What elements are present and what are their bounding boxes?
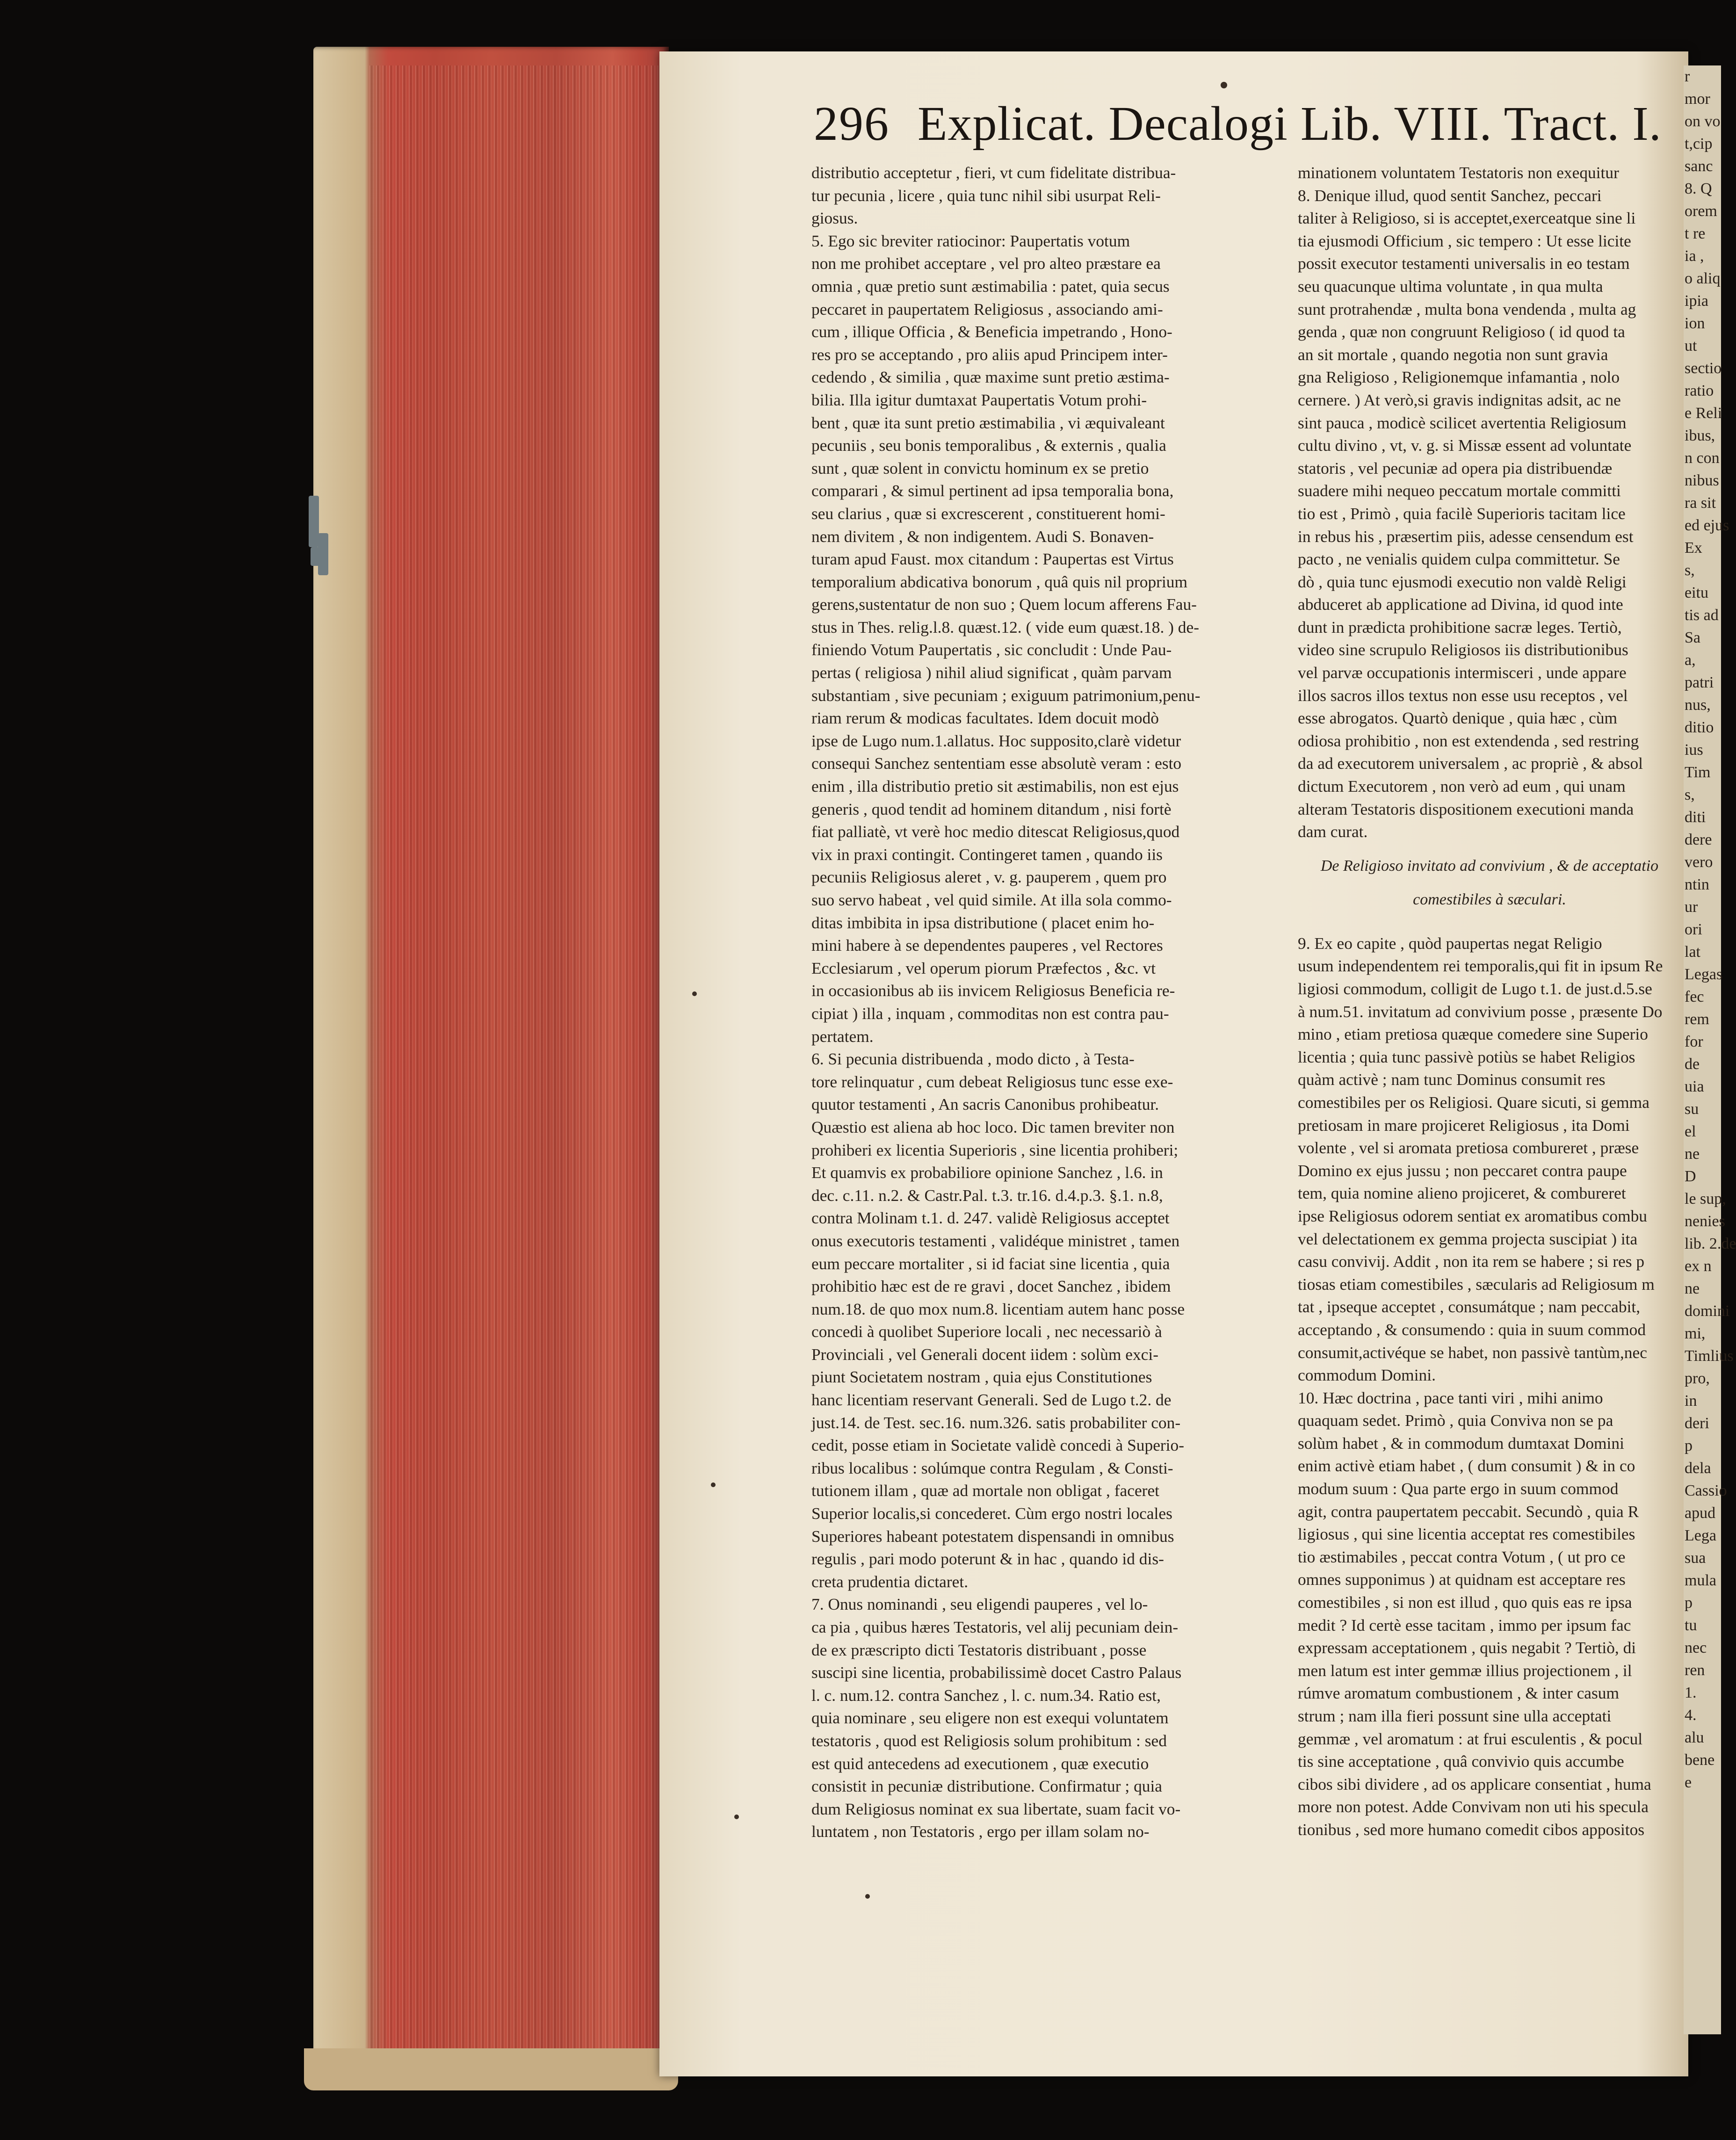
text-line: esse abrogatos. Quartò denique , quia hæc , cùm: [1298, 709, 1618, 728]
facing-page-fragment: r: [1685, 68, 1690, 85]
facing-page-fragment: Legas: [1685, 966, 1723, 983]
facing-page-fragment: Lega: [1685, 1527, 1716, 1544]
facing-page-fragment: t,cip: [1685, 135, 1713, 152]
page-number: 296: [814, 97, 890, 151]
facing-page-fragment: n con: [1685, 449, 1720, 467]
text-line: luntatem , non Testatoris , ergo per illam solam no-: [811, 1822, 1150, 1841]
text-line: 7. Onus nominandi , seu eligendi pauperes , vel lo-: [811, 1595, 1148, 1614]
facing-page-fragment: ren: [1685, 1662, 1705, 1679]
text-line: gerens,sustentatur de non suo ; Quem locum afferens Fau-: [811, 595, 1197, 614]
text-line: dictum Executorem , non verò ad eum , qui unam: [1298, 777, 1626, 796]
facing-page-fragment: for: [1685, 1033, 1703, 1050]
ink-spot: [711, 1482, 716, 1487]
facing-page-fragment: Tim: [1685, 764, 1711, 781]
facing-page-fragment: ori: [1685, 921, 1702, 938]
text-line: consistit in pecuniæ distributione. Confirmatur ; quia: [811, 1777, 1162, 1796]
text-line: eum peccare mortaliter , si id faciat sine licentia , quia: [811, 1254, 1170, 1273]
paragraph-gap: [1298, 921, 1681, 932]
text-line: distributio acceptetur , fieri, vt cum fidelitate distribua-: [811, 163, 1176, 182]
text-line: casu convivij. Addit , non ita rem se habere ; si res p: [1298, 1252, 1645, 1271]
text-line: men latum est inter gemmæ illius projectionem , il: [1298, 1661, 1632, 1680]
text-line: Et quamvis ex probabiliore opinione Sanchez , l.6. in: [811, 1163, 1163, 1182]
facing-page-fragment: mula: [1685, 1572, 1716, 1589]
text-line: cum , illique Officia , & Beneficia impetrando , Hono-: [811, 322, 1172, 341]
facing-page-fragment: ne: [1685, 1145, 1700, 1163]
text-line: pertatem.: [811, 1027, 874, 1046]
facing-page-fragment: ratio: [1685, 382, 1714, 399]
ink-spot: [734, 1815, 739, 1819]
text-line: hanc licentiam reservant Generali. Sed de Lugo t.2. de: [811, 1390, 1172, 1410]
facing-page-fragment: 1.: [1685, 1684, 1697, 1701]
facing-page-fragment: o aliq: [1685, 270, 1721, 287]
text-line: creta prudentia dictaret.: [811, 1572, 969, 1591]
text-line: cultu divino , vt, v. g. si Missæ essent ad voluntate: [1298, 436, 1632, 455]
text-line: solùm habet , & in commodum dumtaxat Domini: [1298, 1433, 1624, 1453]
text-line: suo servo habeat , vel quid simile. At illa sola commo-: [811, 890, 1172, 909]
text-line: in occasionibus ab iis invicem Religiosus Beneficia re-: [811, 981, 1175, 1000]
facing-page-fragment: le sup,: [1685, 1190, 1726, 1207]
text-line: usum independentem rei temporalis,qui fit in ipsum Re: [1298, 956, 1663, 976]
text-line: strum ; nam illa fieri possunt sine ulla acceptati: [1298, 1706, 1612, 1725]
facing-page-fragment: Sa: [1685, 629, 1700, 646]
facing-page-fragment: s,: [1685, 786, 1695, 803]
text-line: in rebus his , præsertim piis, adesse censendum est: [1298, 527, 1634, 546]
text-line: substantiam , sive pecuniam ; exiguum patrimonium,penu-: [811, 686, 1201, 705]
text-line: medit ? Id certè esse tacitam , immo per ipsum fac: [1298, 1615, 1631, 1634]
facing-page-fragment: tu: [1685, 1617, 1697, 1634]
facing-page-fragment: pro,: [1685, 1370, 1710, 1387]
facing-page-fragment: rem: [1685, 1011, 1709, 1028]
facing-page-fragment: eitu: [1685, 584, 1708, 601]
text-line: tur pecunia , licere , quia tunc nihil sibi usurpat Reli-: [811, 186, 1161, 205]
text-line: turam apud Faust. mox citandum : Paupertas est Virtus: [811, 549, 1174, 569]
facing-page-fragment: ur: [1685, 898, 1698, 916]
facing-page-fragment: sua: [1685, 1549, 1706, 1567]
facing-page-fragment: on vo: [1685, 113, 1721, 130]
facing-page-fragment: nus,: [1685, 696, 1711, 714]
facing-page-fragment: de: [1685, 1056, 1700, 1073]
text-line: stus in Thes. relig.l.8. quæst.12. ( vide eum quæst.18. ) de-: [811, 617, 1200, 636]
text-line: quia nominare , seu eligere non est exequi voluntatem: [811, 1708, 1169, 1728]
left-text-column: [811, 161, 1274, 1843]
text-line: pecuniis Religiosus aleret , v. g. pauperem , quem pro: [811, 868, 1167, 887]
clasp-icon: [309, 496, 319, 547]
text-line: quutor testamenti , An sacris Canonibus prohibeatur.: [811, 1095, 1159, 1114]
text-line: enim , illa distributio pretio sit æstimabilis, non est ejus: [811, 777, 1179, 796]
text-line: suscipi sine licentia, probabilissimè docet Castro Palaus: [811, 1663, 1182, 1682]
facing-page-fragment: deri: [1685, 1415, 1709, 1432]
text-line: 10. Hæc doctrina , pace tanti viri , mihi animo: [1298, 1388, 1603, 1407]
text-line: quaquam sedet. Primò , quia Conviva non se pa: [1298, 1411, 1613, 1430]
right-text-column: [1298, 161, 1681, 1841]
text-line: enim activè etiam habet , ( dum consumit ) & in co: [1298, 1456, 1635, 1475]
facing-page-fragment: ne: [1685, 1280, 1700, 1297]
text-line: Ecclesiarum , vel operum piorum Præfectos , &c. vt: [811, 958, 1156, 977]
clasp-icon: [311, 547, 321, 566]
facing-page-fragment: sectio: [1685, 360, 1722, 377]
text-line: ca pia , quibus hæres Testatoris, vel alij pecuniam dein-: [811, 1618, 1179, 1636]
text-line: ligiosi commodum, colligit de Lugo t.1. de just.d.5.se: [1298, 979, 1652, 998]
facing-page-fragment: in: [1685, 1392, 1697, 1410]
facing-page-fragment: tis ad: [1685, 607, 1719, 624]
text-line: testatoris , quod est Religiosis solum prohibitum : sed: [811, 1731, 1167, 1750]
facing-page-fragment: alu: [1685, 1729, 1704, 1746]
text-line: ribus localibus : solúmque contra Regulam , & Consti-: [811, 1458, 1173, 1477]
text-line: 6. Si pecunia distribuenda , modo dicto , à Testa-: [811, 1049, 1135, 1069]
facing-page-fragment: p: [1685, 1594, 1693, 1612]
facing-page-fragment: mor: [1685, 90, 1710, 108]
text-line: piunt Societatem nostram , quia ejus Constitutiones: [811, 1367, 1152, 1387]
text-line: statoris , vel pecuniæ ad opera pia distribuendæ: [1298, 458, 1613, 477]
text-line: tutionem illam , quæ ad mortale non obligat , faceret: [811, 1481, 1159, 1500]
text-line: ipse de Lugo num.1.allatus. Hoc supposito,clarè videtur: [811, 731, 1181, 750]
text-line: seu clarius , quæ si excrescerent , constituerent homi-: [811, 504, 1165, 523]
text-line: tio æstimabiles , peccat contra Votum , ( ut pro ce: [1298, 1547, 1626, 1566]
facing-page-fragment: dere: [1685, 831, 1712, 848]
text-line: volente , vel si aromata pretiosa combureret , præse: [1298, 1138, 1639, 1157]
text-line: gemmæ , vel aromatum : at frui esculentis , & pocul: [1298, 1729, 1643, 1748]
text-line: vel delectationem ex gemma projecta suscipiat ) ita: [1298, 1229, 1638, 1248]
facing-page-fragment: lib. 2.de: [1685, 1235, 1736, 1252]
facing-page-fragment: s,: [1685, 562, 1695, 579]
text-line: cedit, posse etiam in Societate validè concedi à Superio-: [811, 1436, 1184, 1455]
facing-page-fragment: nec: [1685, 1639, 1707, 1656]
text-line: comparari , & simul pertinent ad ipsa temporalia bona,: [811, 481, 1174, 500]
text-line: cernere. ) At verò,si gravis indignitas adsit, ac ne: [1298, 390, 1621, 409]
text-line: agit, contra paupertatem peccabit. Secundò , quia R: [1298, 1502, 1639, 1521]
facing-page-fragment: Timlius: [1685, 1347, 1734, 1365]
text-line: temporalium abdicativa bonorum , quâ quis nil proprium: [811, 572, 1187, 591]
facing-page-fragment: ditio: [1685, 719, 1714, 736]
text-line: est quid antecedens ad executionem , quæ executio: [811, 1754, 1149, 1773]
text-line: dam curat.: [1298, 822, 1368, 841]
text-line: tat , ipseque acceptet , consumátque ; nam peccabit,: [1298, 1297, 1641, 1316]
text-line: tem, quia nomine alieno projiceret, & combureret: [1298, 1184, 1626, 1203]
text-line: Domino ex ejus jussu ; non peccaret contra paupe: [1298, 1161, 1627, 1180]
facing-page-fragment: sanc: [1685, 158, 1713, 175]
text-line: Superiores habeant potestatem dispensandi in omnibus: [811, 1526, 1174, 1546]
facing-page-fragment: e Reli: [1685, 405, 1722, 422]
facing-page-fragment: p: [1685, 1437, 1693, 1454]
text-line: cedendo , & similia , quæ maxime sunt pretio æstima-: [811, 368, 1170, 387]
text-line: consequi Sanchez sententiam esse absolutè veram : esto: [811, 754, 1182, 773]
facing-page-fragment: ra sit: [1685, 494, 1716, 512]
facing-page-fragment: D: [1685, 1168, 1696, 1185]
text-line: l. c. num.12. contra Sanchez , l. c. num.34. Ratio est,: [811, 1685, 1161, 1705]
text-line: giosus.: [811, 209, 858, 228]
text-line: video sine scrupulo Religiosos iis distributionibus: [1298, 640, 1628, 659]
text-line: Provinciali , vel Generali docent iidem : solùm exci-: [811, 1345, 1159, 1364]
text-line: suadere mihi nequeo peccatum mortale committi: [1298, 481, 1621, 500]
text-line: mino , etiam pretiosa quæque comedere sine Superio: [1298, 1025, 1648, 1044]
text-line: dò , quia tunc ejusmodi executio non valdè Religi: [1298, 572, 1627, 591]
facing-page-fragment: su: [1685, 1100, 1699, 1118]
text-line: bent , quæ ita sunt pretio æstimabilia , vi æquivaleant: [811, 413, 1165, 432]
text-line: minationem voluntatem Testatoris non exequitur: [1298, 163, 1619, 182]
text-line: comestibiles , si non est illud , quo quis eas re ipsa: [1298, 1593, 1632, 1612]
text-line: ligiosus , qui sine licentia acceptat res comestibiles: [1298, 1525, 1635, 1544]
text-line: 9. Ex eo capite , quòd paupertas negat Religio: [1298, 933, 1602, 953]
facing-page-fragment: ius: [1685, 741, 1703, 759]
text-line: de ex præscripto dicti Testatoris distribuant , posse: [811, 1640, 1147, 1659]
facing-page-fragment: nenies: [1685, 1213, 1725, 1230]
text-line: non me prohibet acceptare , vel pro alteo præstare ea: [811, 254, 1161, 273]
text-line: tore relinquatur , cum debeat Religiosus tunc esse exe-: [811, 1072, 1173, 1091]
facing-page-fragment: vero: [1685, 853, 1713, 871]
text-line: dunt in prædicta prohibitione sacræ leges. Tertiò,: [1298, 617, 1622, 636]
text-line: peccaret in paupertatem Religiosus , associando ami-: [811, 299, 1163, 318]
text-line: sunt protrahendæ , multa bona vendenda , multa ag: [1298, 299, 1636, 318]
facing-page-fragment: patri: [1685, 674, 1714, 691]
facing-page-fragment: lat: [1685, 943, 1700, 961]
text-line: ipse Religiosus odorem sentiat ex aromatibus combu: [1298, 1206, 1648, 1225]
facing-page-fragment: Cassio: [1685, 1482, 1727, 1499]
facing-page-fragment: orem: [1685, 202, 1717, 220]
text-line: prohibitio hæc est de re gravi , docet Sanchez , ibidem: [811, 1277, 1171, 1296]
ink-spot: [1221, 82, 1227, 88]
text-line: bilia. Illa igitur dumtaxat Paupertatis Votum prohi-: [811, 390, 1147, 409]
ink-spot: [865, 1894, 870, 1899]
text-line: omnia , quæ pretio sunt æstimabilia : patet, quia secus: [811, 276, 1170, 296]
text-line: quàm activè ; nam tunc Dominus consumit res: [1298, 1070, 1606, 1089]
text-line: dum Religiosus nominat ex sua libertate, suam facit vo-: [811, 1799, 1181, 1818]
facing-page-fragment: mi,: [1685, 1325, 1706, 1342]
text-line: res pro se acceptando , pro aliis apud Principem inter-: [811, 345, 1168, 364]
facing-page-fragment: ex n: [1685, 1258, 1712, 1275]
text-line: num.18. de quo mox num.8. licentiam autem hanc posse: [811, 1299, 1185, 1318]
text-line: tis sine acceptatione , quâ convivio quis accumbe: [1298, 1752, 1624, 1771]
text-line: more non potest. Adde Convivam non uti his specula: [1298, 1797, 1649, 1816]
text-line: cibos sibi dividere , ad os applicare consentiat , huma: [1298, 1774, 1651, 1793]
text-line: abduceret ab applicatione ad Divina, id quod inte: [1298, 595, 1623, 614]
text-line: generis , quod tendit ad hominem ditandum , nisi fortè: [811, 799, 1172, 818]
text-line: nem divitem , & non indigentem. Audi S. Bonaven-: [811, 527, 1154, 546]
facing-page-fragment: ia ,: [1685, 247, 1704, 265]
facing-page-fragment: uia: [1685, 1078, 1704, 1095]
text-line: illos sacros illos textus non esse usu receptos , vel: [1298, 686, 1628, 705]
facing-page-fragment: el: [1685, 1123, 1696, 1140]
text-line: riam rerum & modicas facultates. Idem docuit modò: [811, 709, 1159, 728]
facing-page-fragment: e: [1685, 1774, 1692, 1791]
text-line: gna Religioso , Religionemque infamantia , nolo: [1298, 368, 1620, 387]
facing-page-fragment: nibus: [1685, 472, 1719, 489]
facing-page-fragment: dela: [1685, 1460, 1711, 1477]
text-line: tiosas etiam comestibiles , sæcularis ad Religiosum m: [1298, 1274, 1655, 1294]
facing-page-fragment: 4.: [1685, 1706, 1697, 1724]
facing-page-fragment: ipia: [1685, 292, 1708, 310]
red-sprinkled-edge: [369, 65, 669, 2053]
text-line: vix in praxi contingit. Contingeret tamen , quando iis: [811, 845, 1163, 864]
text-line: consumit,activéque se habet, non passivè tantùm,nec: [1298, 1343, 1647, 1362]
text-line: genda , quæ non congruunt Religioso ( id quod ta: [1298, 322, 1625, 341]
facing-page-fragment: t re: [1685, 225, 1706, 242]
text-line: sunt , quæ solent in convictu hominum ex se pretio: [811, 458, 1149, 477]
facing-page-fragment: Ex: [1685, 539, 1702, 557]
facing-page-fragment: ed ejus: [1685, 517, 1729, 534]
text-line: ditas imbibita in ipsa distributione ( placet enim ho-: [811, 913, 1155, 932]
text-line: vel parvæ occupationis intermisceri , unde appare: [1298, 663, 1627, 682]
text-line: omnes supponimus ) at quidnam est acceptare res: [1298, 1570, 1626, 1589]
text-line: seu quacunque ultima voluntate , in qua multa: [1298, 276, 1603, 296]
text-line: prohiberi ex licentia Superioris , sine licentia prohiberi;: [811, 1140, 1179, 1159]
facing-page-fragment: ion: [1685, 315, 1705, 332]
text-line: Superior localis,si concederet. Cùm ergo nostri locales: [811, 1504, 1172, 1523]
facing-page-fragment: fec: [1685, 988, 1704, 1005]
running-title: Explicat. Decalogi Lib. VIII. Tract. I.: [918, 97, 1662, 151]
facing-page-fragment: bene: [1685, 1751, 1715, 1769]
text-line: concedi à quolibet Superiore locali , nec necessariò à: [811, 1322, 1162, 1341]
running-header: [814, 96, 1674, 157]
text-line: da ad executorem universalem , ac propriè , & absol: [1298, 754, 1643, 773]
text-line: acceptando , & consumendo : quia in suum commod: [1298, 1320, 1646, 1339]
text-line: pacto , ne venialis quidem culpa committetur. Se: [1298, 549, 1620, 569]
text-line: pertas ( religiosa ) nihil aliud significat , quàm parvam: [811, 663, 1172, 682]
text-line: 8. Denique illud, quod sentit Sanchez, peccari: [1298, 186, 1602, 205]
facing-page-fragment: a,: [1685, 651, 1696, 669]
text-line: comestibiles à sæculari.: [1413, 890, 1566, 908]
facing-page-edge: [1684, 65, 1736, 2034]
text-line: commodum Domini.: [1298, 1366, 1436, 1385]
text-line: pretiosam in mare projiceret Religiosus , ita Domi: [1298, 1115, 1630, 1135]
facing-page-fragment: domini: [1685, 1302, 1730, 1320]
text-line: onus executoris testamenti , validéque ministret , tamen: [811, 1231, 1180, 1250]
text-line: rúmve aromatum combustionem , & inter casum: [1298, 1684, 1620, 1703]
text-line: tio est , Primò , quia facilè Superioris tacitam lice: [1298, 504, 1626, 523]
facing-page-fragment: apud: [1685, 1504, 1716, 1522]
text-line: tionibus , sed more humano comedit cibos appositos: [1298, 1820, 1645, 1839]
text-line: modum suum : Qua parte ergo in suum commod: [1298, 1479, 1619, 1498]
book-page-edges: [313, 47, 669, 2081]
facing-page-fragment: ntin: [1685, 876, 1709, 893]
facing-page-fragment: 8. Q: [1685, 180, 1712, 197]
facing-page-fragment: diti: [1685, 809, 1706, 826]
text-line: dec. c.11. n.2. & Castr.Pal. t.3. tr.16. d.4.p.3. §.1. n.8,: [811, 1186, 1163, 1205]
book-cover-edge: [304, 2048, 678, 2090]
text-line: licentia ; quia tunc passivè potiùs se habet Religios: [1298, 1047, 1635, 1066]
text-line: regulis , pari modo poterunt & in hac , quando id dis-: [811, 1549, 1164, 1569]
text-line: finiendo Votum Paupertatis , sic concludit : Unde Pau-: [811, 640, 1172, 659]
text-line: De Religioso invitato ad convivium , & de acceptatio: [1320, 857, 1659, 875]
facing-page-fragment: ut: [1685, 337, 1697, 354]
text-line: tia ejusmodi Officium , sic tempero : Ut esse licite: [1298, 231, 1631, 250]
text-line: expressam acceptationem , quis negabit ? Tertiò, di: [1298, 1638, 1636, 1657]
text-line: 5. Ego sic breviter ratiocinor: Paupertatis votum: [811, 231, 1130, 250]
text-line: mini habere à se dependentes pauperes , vel Rectores: [811, 936, 1163, 955]
text-line: fiat palliatè, vt verè hoc medio ditescat Religiosus,quod: [811, 822, 1180, 841]
text-line: sint pauca , modicè scilicet avertentia Religiosum: [1298, 413, 1627, 432]
ink-spot: [692, 991, 697, 996]
text-line: contra Molinam t.1. d. 247. validè Religiosus acceptet: [811, 1208, 1170, 1228]
text-line: pecuniis , seu bonis temporalibus , & externis , qualia: [811, 436, 1166, 455]
text-line: taliter à Religioso, si is acceptet,exerceatque sine li: [1298, 209, 1636, 228]
text-line: odiosa prohibitio , non est extendenda , sed restring: [1298, 731, 1639, 750]
text-line: alteram Testatoris dispositionem executioni manda: [1298, 799, 1634, 818]
text-line: possit executor testamenti universalis in eo testam: [1298, 254, 1630, 273]
text-line: Quæstio est aliena ab hoc loco. Dic tamen breviter non: [811, 1117, 1175, 1136]
facing-page-fragment: ibus,: [1685, 427, 1715, 444]
text-line: cipiat ) illa , inquam , commoditas non est contra pau-: [811, 1004, 1169, 1023]
text-line: à num.51. invitatum ad convivium posse , præsente Do: [1298, 1002, 1663, 1021]
text-line: just.14. de Test. sec.16. num.326. satis probabiliter con-: [811, 1413, 1181, 1432]
text-line: an sit mortale , quando negotia non sunt gravia: [1298, 345, 1608, 364]
text-line: comestibiles per os Religiosi. Quare sicuti, si gemma: [1298, 1092, 1649, 1112]
